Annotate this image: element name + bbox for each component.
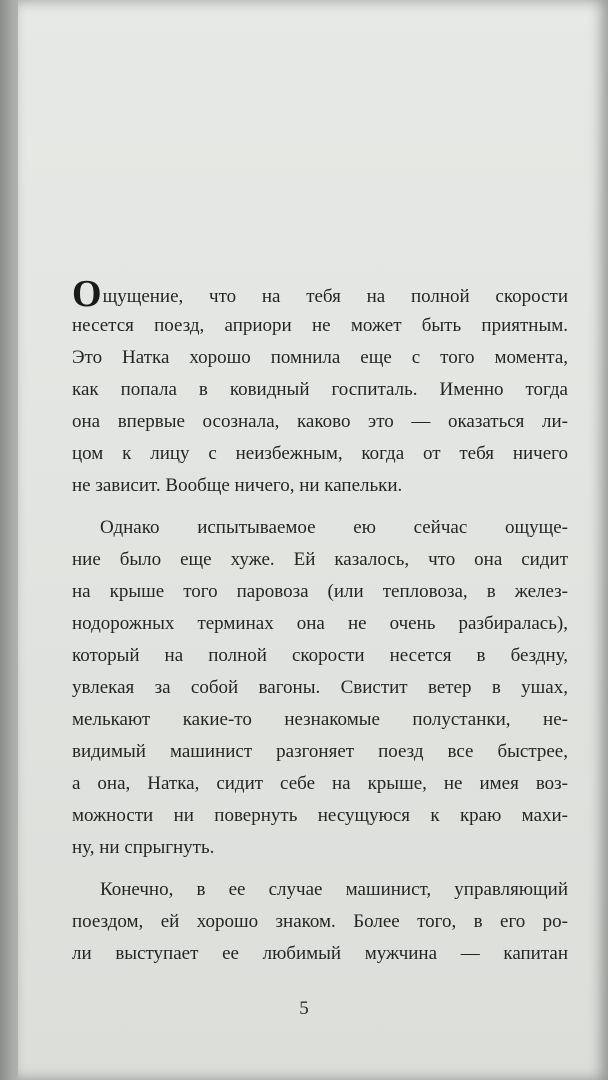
text-line: Это Натка хорошо помнила еще с того момента, — [72, 347, 568, 368]
text-line: Конечно, в ее случае машинист, управляющий — [100, 879, 568, 900]
text-line: цом к лицу с неизбежным, когда от тебя ничего — [72, 443, 568, 464]
text-line — [72, 273, 568, 315]
text-line: на крыше того паровоза (или тепловоза, в желез- — [72, 581, 568, 602]
body-text — [72, 273, 568, 970]
text-line: ние было еще хуже. Ей казалось, что она сидит — [72, 549, 568, 570]
text-line: не зависит. Вообще ничего, ни капельки. — [72, 475, 403, 496]
text-line: ли выступает ее любимый мужчина — капитан — [72, 943, 568, 964]
text-line: несется поезд, априори не может быть приятным. — [72, 315, 568, 336]
text-line: а она, Натка, сидит себе на крыше, не имея воз- — [72, 773, 568, 794]
text-line: ну, ни спрыгнуть. — [72, 837, 215, 858]
text-line: который на полной скорости несется в бездну, — [72, 645, 568, 666]
drop-cap: О — [72, 273, 102, 315]
text-line: Однако испытываемое ею сейчас ощуще- — [100, 517, 568, 538]
text-line: она впервые осознала, каково это — оказаться ли- — [72, 411, 568, 432]
text-line: можности ни повернуть несущуюся к краю махи- — [72, 805, 568, 826]
text-line: увлекая за собой вагоны. Свистит ветер в ушах, — [72, 677, 568, 698]
text-line: видимый машинист разгоняет поезд все быстрее, — [72, 741, 568, 762]
text-line: как попала в ковидный госпиталь. Именно тогда — [72, 379, 568, 400]
text-line: мелькают какие-то незнакомые полустанки, не- — [72, 709, 568, 730]
text-line: поездом, ей хорошо знаком. Более того, в его ро- — [72, 911, 568, 932]
page-number: 5 — [299, 998, 309, 1019]
text-line: нодорожных терминах она не очень разбиралась), — [72, 613, 568, 634]
line-text: щущение, что на тебя на полной скорости — [102, 286, 568, 307]
